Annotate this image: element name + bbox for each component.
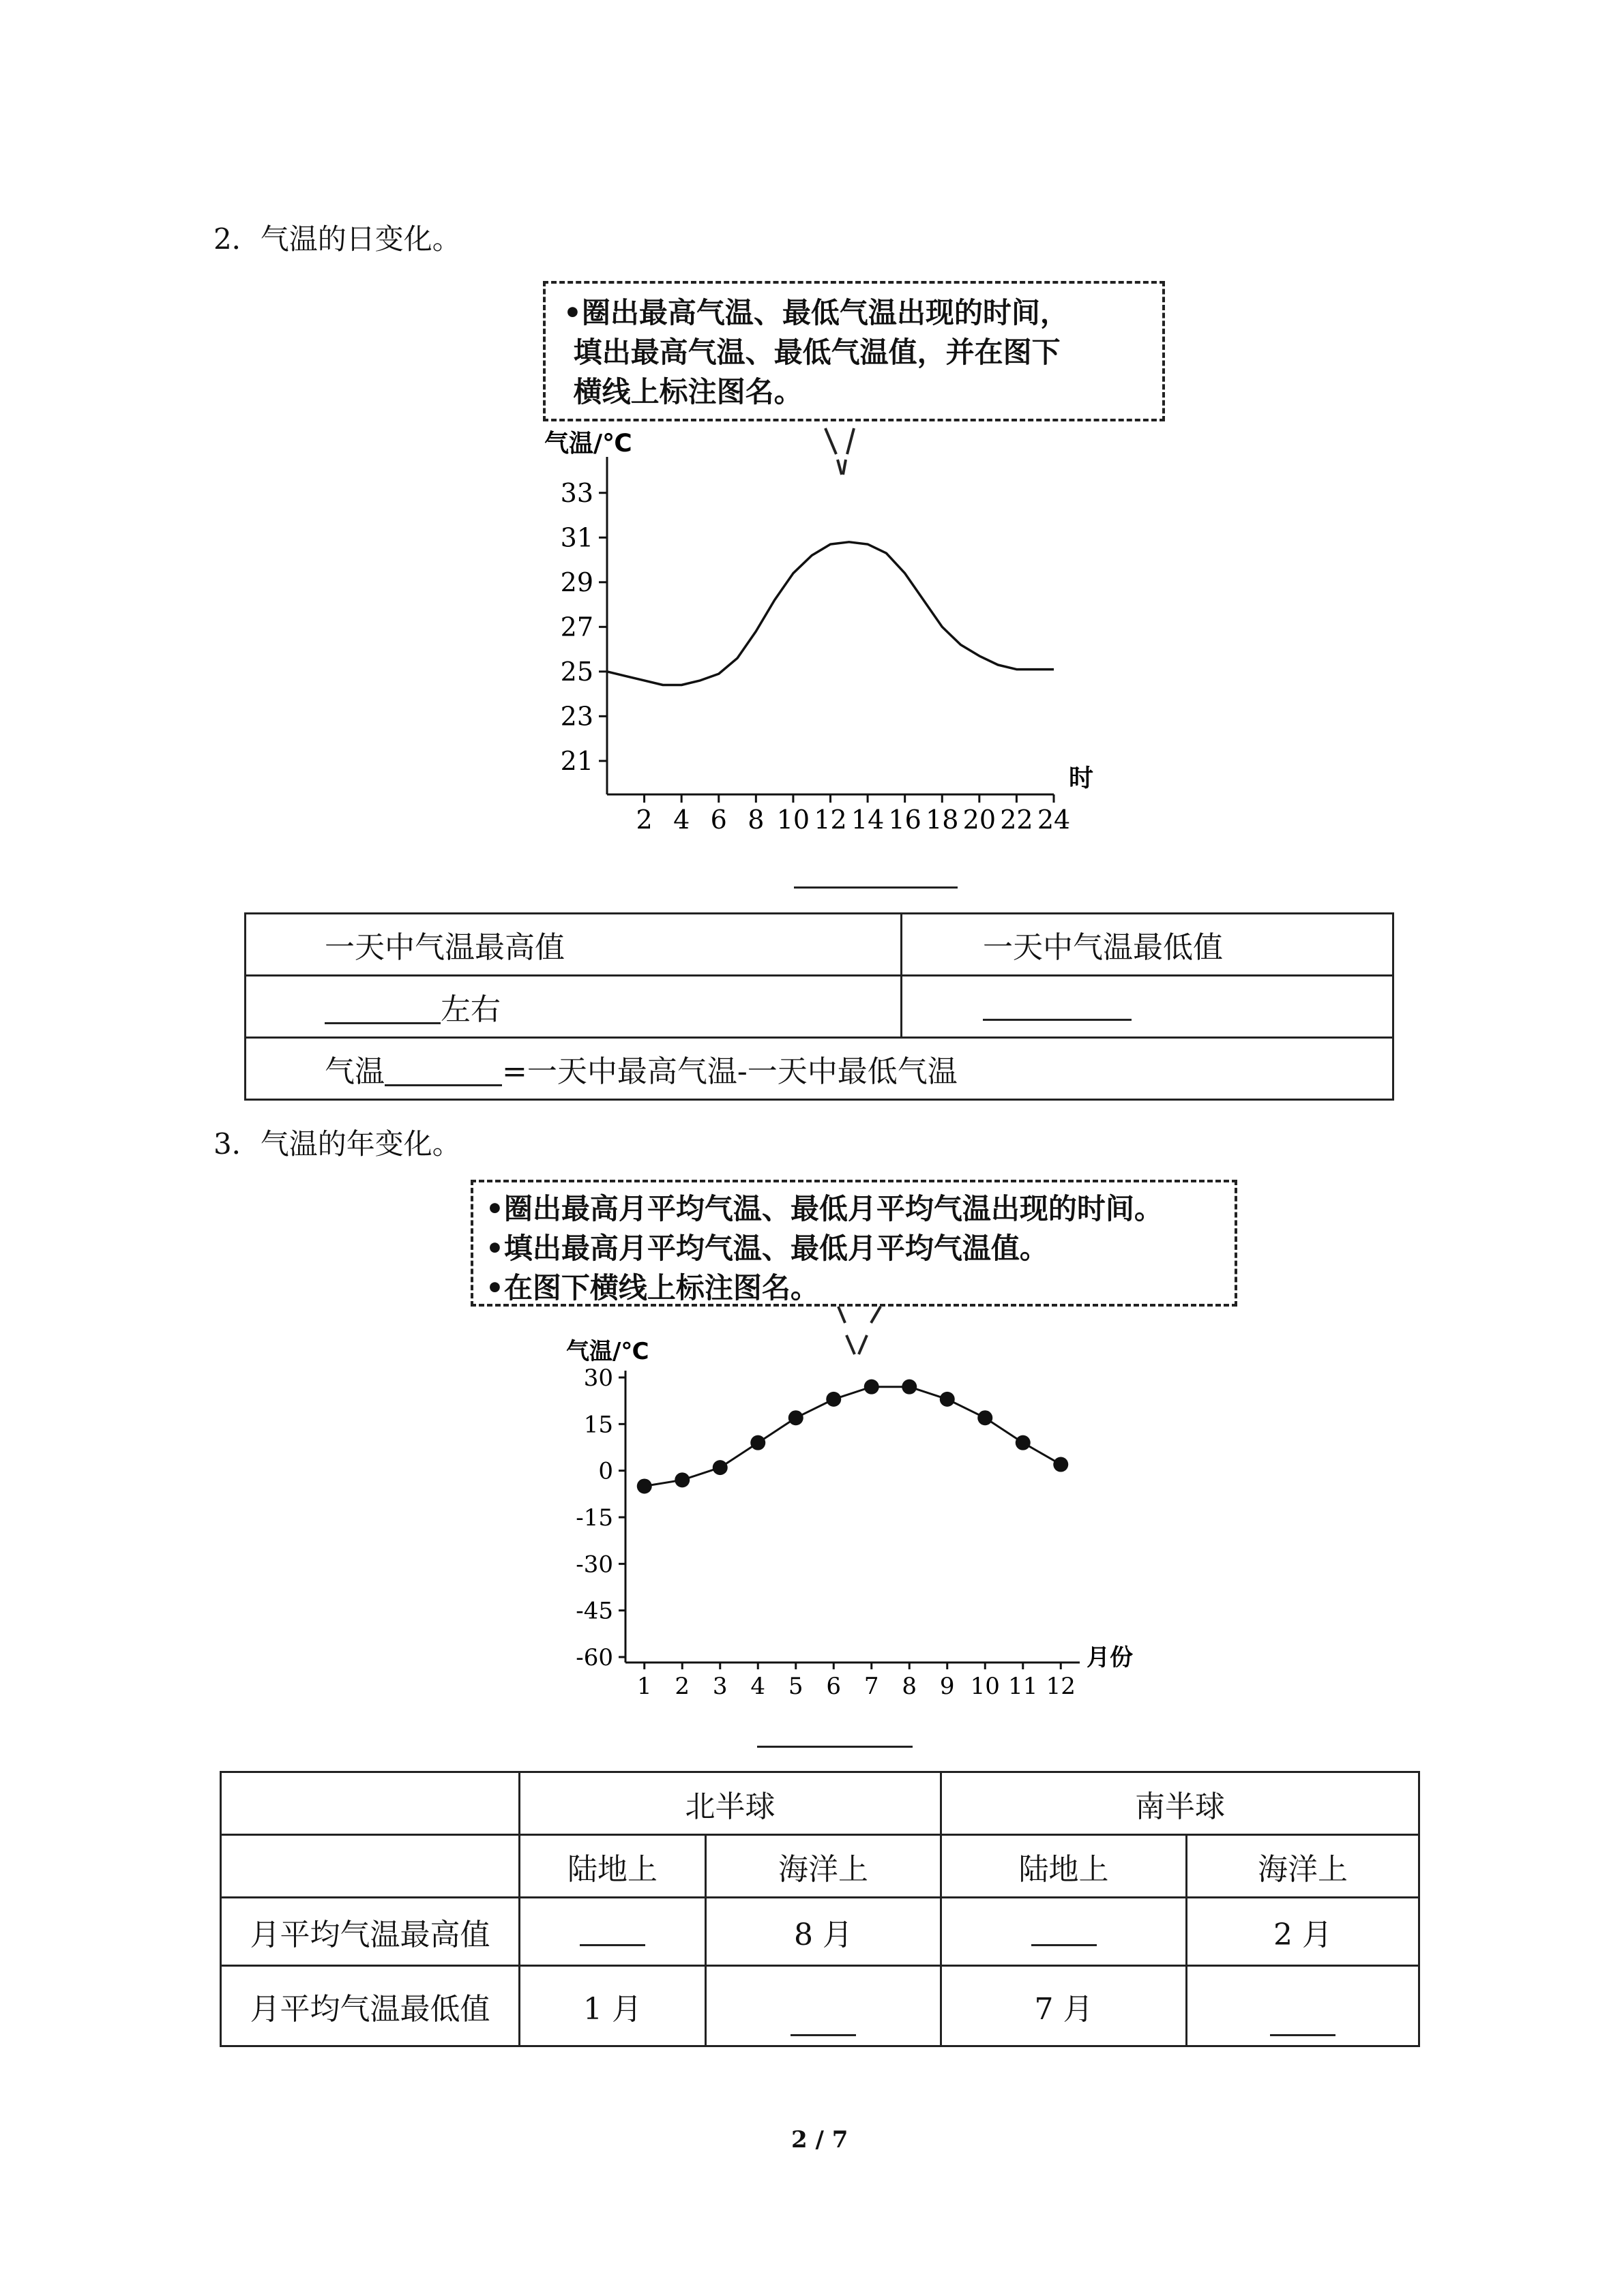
max-time-suffix: 左右 <box>441 992 501 1027</box>
x-tick-label: 2 <box>636 805 653 835</box>
range-prefix: 气温 <box>325 1054 385 1089</box>
table-cell <box>902 914 1393 976</box>
callout-line: •填出最高月平均气温、最低月平均气温值。 <box>486 1232 1048 1265</box>
x-tick-label: 5 <box>788 1673 803 1700</box>
daily-temperature-chart <box>525 416 1139 839</box>
x-tick-label: 18 <box>926 805 959 835</box>
x-tick-label: 12 <box>1046 1673 1076 1700</box>
y-tick-label: 30 <box>583 1365 613 1392</box>
x-tick-label: 1 <box>636 1673 652 1700</box>
y-tick-label: 27 <box>560 612 593 642</box>
table-cell <box>221 1772 520 1835</box>
y-tick-label: 33 <box>560 477 593 508</box>
callout-line: •圈出最高月平均气温、最低月平均气温出现的时间。 <box>486 1192 1163 1225</box>
row-max-label: 月平均气温最高值 <box>250 1917 490 1952</box>
table-cell <box>706 1835 941 1898</box>
x-tick-label: 10 <box>776 805 810 835</box>
x-tick-label: 8 <box>902 1673 917 1700</box>
data-point <box>826 1392 841 1407</box>
table-cell <box>941 1966 1187 2046</box>
table-cell <box>520 1772 941 1835</box>
x-tick-label: 2 <box>675 1673 690 1700</box>
table-cell <box>706 1966 941 2046</box>
callout-line: 填出最高气温、最低气温值，并在图下 <box>563 336 1061 369</box>
x-tick-label: 6 <box>710 805 727 835</box>
section-2-heading: 2．气温的日变化。 <box>213 222 461 256</box>
table-cell <box>246 976 902 1038</box>
table-cell <box>941 1772 1419 1835</box>
table-cell <box>520 1835 706 1898</box>
table-cell <box>221 1966 520 2046</box>
north-ocean-header: 海洋上 <box>778 1851 868 1887</box>
temperature-line <box>645 1387 1061 1487</box>
data-point <box>675 1472 690 1487</box>
answer-blank <box>983 989 1132 1021</box>
daily-callout <box>543 281 1165 421</box>
y-tick-label: 25 <box>560 656 593 687</box>
temperature-line <box>607 542 1054 685</box>
data-point <box>788 1410 803 1425</box>
south-land-header: 陆地上 <box>1018 1851 1109 1887</box>
data-point <box>1053 1457 1068 1472</box>
table-cell <box>520 1898 706 1966</box>
table-cell <box>221 1898 520 1966</box>
data-point <box>750 1435 765 1450</box>
table-cell <box>941 1898 1187 1966</box>
table-cell <box>520 1966 706 2046</box>
annual-callout <box>471 1180 1237 1307</box>
x-tick-label: 8 <box>748 805 765 835</box>
answer-blank <box>325 992 441 1024</box>
north-land-header: 陆地上 <box>567 1851 658 1887</box>
y-tick-label: 0 <box>598 1457 613 1485</box>
x-tick-label: 4 <box>673 805 690 835</box>
data-point <box>713 1460 728 1475</box>
x-tick-label: 12 <box>814 805 847 835</box>
south-ocean-max: 2 月 <box>1273 1917 1332 1952</box>
section-3-heading: 3．气温的年变化。 <box>213 1127 461 1161</box>
south-hemisphere-header: 南半球 <box>1135 1789 1225 1824</box>
y-tick-label: -60 <box>576 1644 613 1671</box>
table-cell <box>902 976 1393 1038</box>
north-hemisphere-header: 北半球 <box>685 1789 776 1824</box>
y-tick-label: -30 <box>576 1551 613 1579</box>
table-cell <box>221 1835 520 1898</box>
x-tick-label: 10 <box>970 1673 1000 1700</box>
table-cell <box>246 914 902 976</box>
table-cell <box>941 1835 1187 1898</box>
table-cell <box>1187 1835 1419 1898</box>
table-cell <box>1187 1966 1419 2046</box>
daily-chart-title-blank <box>794 886 958 889</box>
annual-temperature-table <box>220 1771 1420 2047</box>
y-tick-label: -15 <box>576 1504 613 1532</box>
x-axis-label: 时 <box>1069 764 1094 792</box>
range-formula: =一天中最高气温-一天中最低气温 <box>502 1054 958 1089</box>
table-cell <box>246 1038 1393 1100</box>
x-tick-label: 4 <box>750 1673 766 1700</box>
data-point <box>637 1478 652 1493</box>
data-point <box>864 1380 879 1395</box>
callout-line: 横线上标注图名。 <box>563 375 803 408</box>
y-tick-label: 21 <box>560 745 593 776</box>
y-axis-label: 气温/℃ <box>566 1338 649 1365</box>
x-tick-label: 3 <box>712 1673 728 1700</box>
data-point <box>1016 1435 1031 1450</box>
data-point <box>977 1410 992 1425</box>
x-tick-label: 6 <box>826 1673 842 1700</box>
daily-temperature-table <box>244 912 1394 1101</box>
x-tick-label: 9 <box>939 1673 955 1700</box>
y-tick-label: 23 <box>560 701 593 732</box>
answer-blank <box>791 2004 856 2036</box>
answer-blank <box>385 1054 502 1086</box>
x-tick-label: 16 <box>888 805 921 835</box>
header-max-daily: 一天中气温最高值 <box>325 930 565 965</box>
x-tick-label: 11 <box>1008 1673 1038 1700</box>
y-tick-label: 31 <box>560 522 593 553</box>
x-axis-label: 月份 <box>1087 1644 1133 1671</box>
y-tick-label: 15 <box>583 1411 613 1439</box>
x-tick-label: 7 <box>863 1673 879 1700</box>
data-point <box>940 1392 955 1407</box>
table-cell <box>1187 1898 1419 1966</box>
north-land-min: 1 月 <box>583 1991 642 2027</box>
callout-line: •圈出最高气温、最低气温出现的时间， <box>563 296 1069 329</box>
data-point <box>902 1380 917 1395</box>
x-tick-label: 24 <box>1037 805 1071 835</box>
south-land-min: 7 月 <box>1034 1991 1093 2027</box>
x-tick-label: 22 <box>1000 805 1033 835</box>
answer-blank <box>1270 2004 1335 2036</box>
annual-chart-title-blank <box>757 1746 913 1748</box>
y-axis-label: 气温/℃ <box>544 430 632 458</box>
x-tick-label: 14 <box>851 805 885 835</box>
y-tick-label: -45 <box>576 1597 613 1625</box>
table-cell <box>706 1898 941 1966</box>
south-ocean-header: 海洋上 <box>1258 1851 1348 1887</box>
y-tick-label: 29 <box>560 567 593 597</box>
page-number: 2 / 7 <box>791 2126 848 2153</box>
annual-temperature-chart <box>546 1320 1160 1708</box>
x-tick-label: 20 <box>962 805 996 835</box>
north-ocean-max: 8 月 <box>794 1917 853 1952</box>
callout-line: •在图下横线上标注图名。 <box>486 1271 819 1304</box>
header-min-daily: 一天中气温最低值 <box>983 930 1223 965</box>
answer-blank <box>580 1914 645 1946</box>
row-min-label: 月平均气温最低值 <box>250 1991 490 2027</box>
answer-blank <box>1031 1914 1097 1946</box>
